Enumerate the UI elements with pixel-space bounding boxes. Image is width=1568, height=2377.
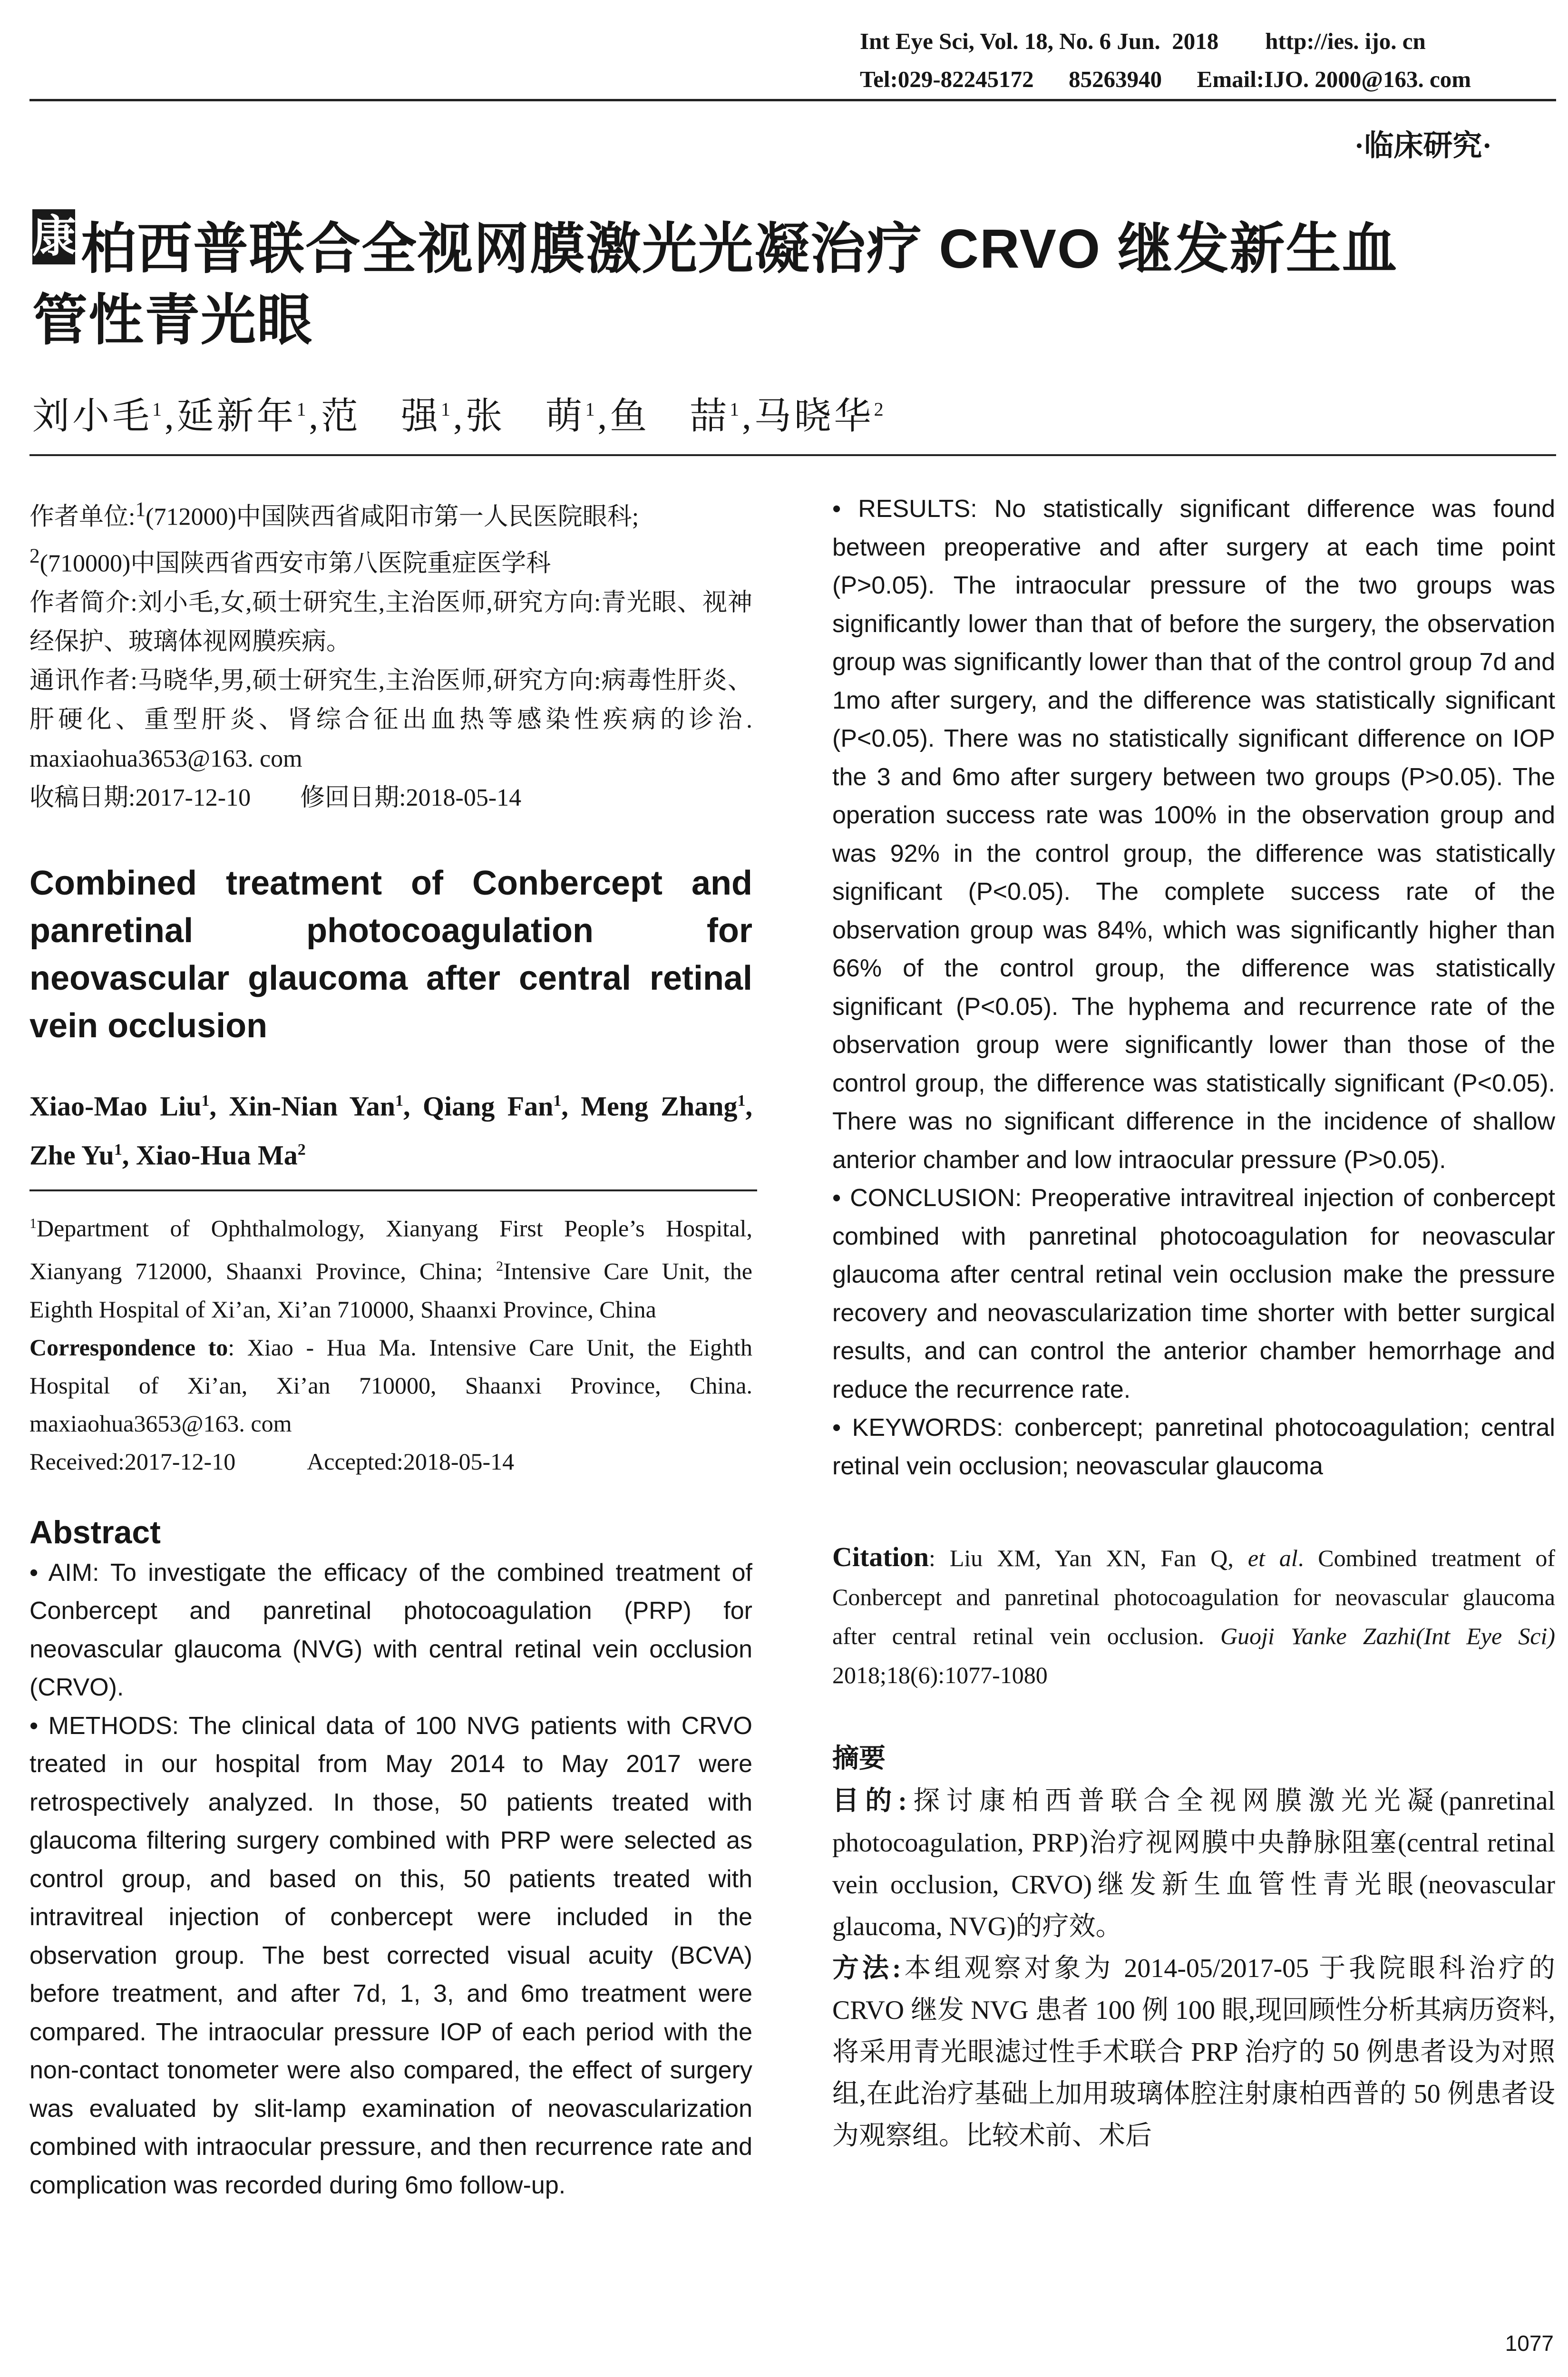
author-name: , Xiao-Hua Ma (122, 1140, 298, 1171)
received-accepted: Received:2017-12-10 Accepted:2018-05-14 (29, 1448, 515, 1475)
citation-text: : Liu XM, Yan XN, Fan Q, (929, 1545, 1248, 1571)
zhaiyao-method-text: 本组观察对象为 2014-05/2017-05 于我院眼科治疗的 CRVO 继发 NVG 患者 100 例 100 眼,现回顾性分析其病历资料,将采用青光眼滤过性手术联合 PRP 治疗的 50 例患者设为对照组,在此治疗基础上加用玻璃体腔注射康柏西普的 50 例患者设为观察组。比较术前、术后 (832, 1954, 1556, 2151)
corr-text: : Xiao - Hua Ma. Intensive Care Unit, the Eighth Hospital of Xi’an, Xi’an 710000, Shaanxi Province, China. maxiaohua3653@163. com (29, 1334, 752, 1437)
unit-2-text: (710000)中国陕西省西安市第八医院重症医学科 (39, 550, 551, 577)
page-number: 1077 (1505, 2331, 1554, 2356)
abstract-heading: Abstract (29, 1514, 161, 1550)
unit-sup: 2 (29, 545, 40, 568)
aff-text-2: Intensive Care Unit, the Eighth Hospital of Xi’an, Xi’an 710000, Shaanxi Province, China (29, 1257, 752, 1323)
author-name: 刘小毛 (32, 395, 153, 437)
author-sup: 1 (441, 399, 454, 420)
author-name: 延新年 (176, 395, 297, 437)
zhaiyao-aim-text: 探讨康柏西普联合全视网膜激光光凝(panretinal photocoagulation, PRP)治疗视网膜中央静脉阻塞(central retinal vein occlusion, CRVO)继发新生血管性青光眼(neovascular glaucoma, NVG)的疗效。 (832, 1786, 1555, 1941)
author-sup: 1 (585, 399, 598, 420)
zhaiyao-aim (832, 1780, 1555, 1948)
abstract-methods: • METHODS: The clinical data of 100 NVG patients with CRVO treated in our hospital from May 2014 to May 2017 were retrospectively analyzed. In those, 50 patients treated with glaucoma filtering surgery combined with PRP were selected as control group, and based on this, 50 patients treated with intravitreal injection of conbercept were included in the observation group. The best corrected visual acuity (BCVA) before treatment, and after 7d, 1, 3, and 6mo treatment were compared. The intraocular pressure IOP of each period with the non-contact tonometer were also compared, the effect of surgery was evaluated by slit-lamp examination of neovascularization combined with intraocular pressure, and then recurrence rate and complication was recorded during 6mo follow-up. (29, 1712, 752, 2199)
author-name: 范 强 (321, 395, 441, 437)
author-sup: 1 (730, 399, 742, 420)
zhaiyao-heading: 摘要 (832, 1744, 886, 1773)
authors-cn: 刘小毛$^1$,延新年$^1$,范 强$^1$,张 萌$^1$,鱼 喆$^1$,马晓华$^2$ (32, 395, 886, 437)
right-column (832, 490, 1555, 2157)
header-rule (29, 99, 1556, 101)
title-line-1: 柏西普联合全视网膜激光光凝治疗 CRVO 继发新生血 (81, 218, 1398, 280)
abstract-results: • RESULTS: No statistically significant difference was found between preoperative and after surgery at each time point (P>0.05). The intraocular pressure of the two groups was significantly lower than that of before the surgery, the observation group was significantly lower than that of the control group 7d and 1mo after surgery, and the difference was statistically significant (P<0.05). There was no statistically significant difference on IOP the 3 and 6mo after surgery between two groups (P>0.05). The operation success rate was 100% in the observation group and was 92% in the control group, the difference was statistically significant (P<0.05). The complete success rate of the observation group was 84%, which was significantly higher than 66% of the control group, the difference was statistically significant (P<0.05). The hyphema and recurrence rate of the observation group were significantly lower than those of the control group, the difference was statistically significant (P<0.05). There was no significant difference in the incidence of shallow anterior chamber and low intraocular pressure (P>0.05). (832, 495, 1555, 1174)
english-title: Combined treatment of Conbercept and panretinal photocoagulation for neovascular glaucoma after central retinal vein occlusion (29, 864, 752, 1045)
author-sup: 1 (296, 399, 309, 420)
corr-label: Correspondence to (29, 1334, 228, 1361)
abstract-conclusion: • CONCLUSION: Preoperative intravitreal injection of conbercept combined with panretinal photocoagulation for neovascular glaucoma after central retinal vein occlusion make the pressure recovery and neovascularization time shorter with better surgical results, and can control the anterior chamber hemorrhage and reduce the recurrence rate. (832, 1184, 1555, 1403)
author-sup: 2 (874, 399, 886, 420)
title-boxed-char: 康 (32, 209, 75, 264)
zhaiyao-method (832, 1948, 1555, 2157)
citation-journal: Guoji Yanke Zazhi(Int Eye Sci) (1220, 1623, 1555, 1649)
citation-text: . Combined treatment of Conbercept and panretinal photocoagulation for neovascular glaucoma after central retinal vein occlusion. (832, 1545, 1555, 1649)
author-name: , Xin-Nian Yan (209, 1090, 396, 1121)
unit-1-text: (712000)中国陕西省咸阳市第一人民医院眼科; (146, 503, 639, 531)
correspondence (29, 1328, 752, 1442)
section-tag: ·临床研究· (1354, 130, 1492, 162)
author-sup: 1 (114, 1140, 122, 1159)
author-sup: 1 (737, 1091, 746, 1110)
authors-rule (29, 454, 1556, 456)
aff-sup: 2 (496, 1258, 504, 1274)
author-sup: 1 (152, 399, 165, 420)
zhaiyao-aim-label: 目的: (832, 1786, 907, 1816)
author-name: Xiao-Mao Liu (29, 1090, 202, 1121)
left-column (29, 490, 752, 2204)
author-unit (29, 490, 752, 584)
author-name: , Qiang Fan (403, 1090, 554, 1121)
journal-header-line1: Int Eye Sci, Vol. 18, No. 6 Jun. 2018 http://ies. ijo. cn (860, 28, 1426, 54)
author-sup: 1 (201, 1091, 210, 1110)
author-name: , Zhe Yu (29, 1090, 753, 1171)
author-name: , Meng Zhang (561, 1090, 738, 1121)
author-sup: 1 (395, 1091, 404, 1110)
unit-sup: 1 (135, 498, 146, 521)
citation-etal: et al (1247, 1545, 1298, 1571)
unit-label: 作者单位: (29, 503, 136, 531)
author-name: 马晓华 (754, 395, 874, 437)
dates-cn: 收稿日期:2017-12-10 修回日期:2018-05-14 (29, 784, 522, 811)
author-bio: 作者简介:刘小毛,女,硕士研究生,主治医师,研究方向:青光眼、视神经保护、玻璃体视网膜疾病。 (29, 589, 752, 655)
abstract-aim: • AIM: To investigate the efficacy of the combined treatment of Conbercept and panretinal photocoagulation (PRP) for neovascular glaucoma (NVG) with central retinal vein occlusion (CRVO). (29, 1559, 752, 1702)
aff-sup: 1 (29, 1216, 37, 1232)
zhaiyao-method-label: 方法: (832, 1954, 901, 1983)
english-authors (29, 1079, 752, 1178)
author-sup: 2 (297, 1140, 306, 1159)
abstract-keywords: • KEYWORDS: conbercept; panretinal photocoagulation; central retinal vein occlusion; neovascular glaucoma (832, 1414, 1555, 1480)
author-name: 鱼 喆 (610, 395, 730, 437)
journal-header-line2: Tel:029-82245172 85263940 Email:IJO. 2000@163. com (860, 66, 1471, 92)
aff-text-1: Department of Ophthalmology, Xianyang First People’s Hospital, Xianyang 712000, Shaanxi Province, China; (29, 1215, 752, 1285)
author-name: 张 萌 (465, 395, 585, 437)
title-line-2: 管性青光眼 (32, 289, 313, 351)
affiliation (29, 1205, 752, 1328)
author-sup: 1 (553, 1091, 562, 1110)
citation (832, 1538, 1555, 1695)
citation-text: 2018;18(6):1077-1080 (832, 1662, 1048, 1688)
citation-label: Citation (832, 1541, 929, 1572)
corresponding-author-cn: 通讯作者:马晓华,男,硕士研究生,主治医师,研究方向:病毒性肝炎、肝硬化、重型肝炎、肾综合征出血热等感染性疾病的诊治. maxiaohua3653@163. com (29, 667, 752, 772)
